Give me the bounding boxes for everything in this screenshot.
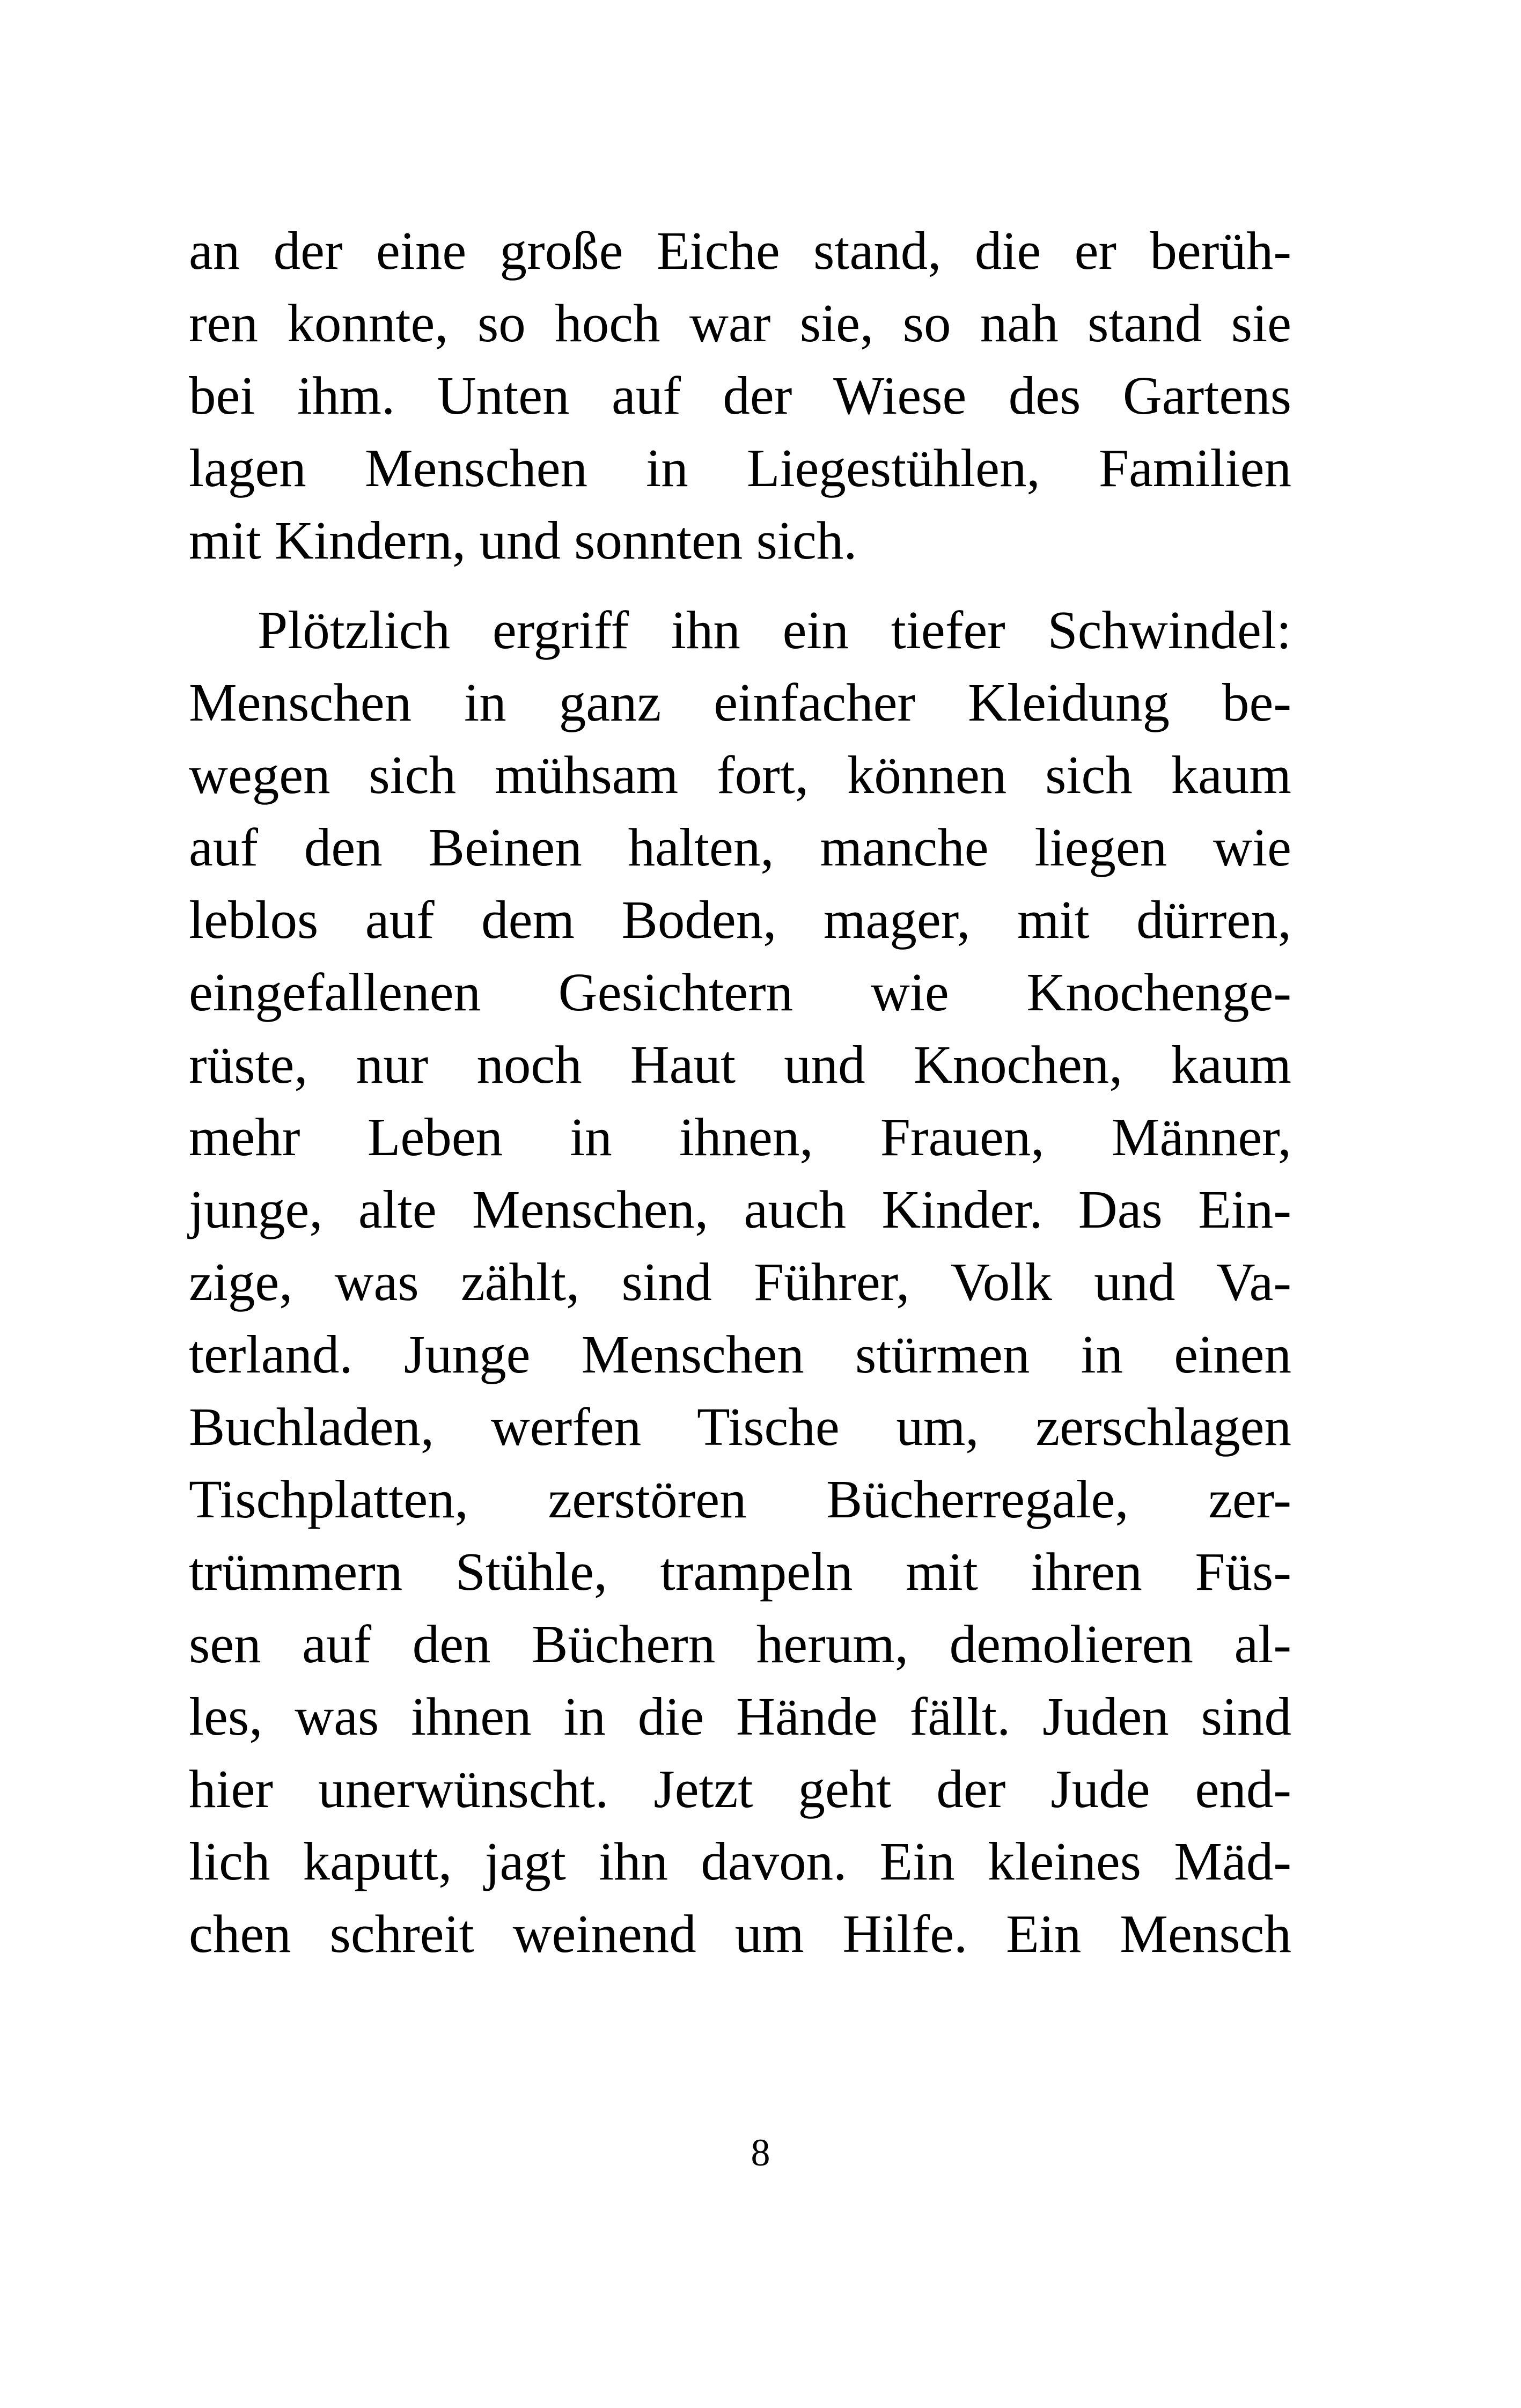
text-line: Buchladen, werfen Tische um, zerschlagen (189, 1397, 1291, 1457)
text-line: terland. Junge Menschen stürmen in einen (189, 1324, 1291, 1384)
text-line: leblos auf dem Boden, mager, mit dürren, (189, 890, 1291, 950)
paragraph-2 (189, 594, 1291, 1970)
text-line: lich kaputt, jagt ihn davon. Ein kleines Mäd- (189, 1831, 1291, 1891)
text-line: rüste, nur noch Haut und Knochen, kaum (189, 1034, 1291, 1095)
text-line: auf den Beinen halten, manche liegen wie (189, 817, 1291, 877)
page-number: 8 (751, 2131, 770, 2174)
text-line: trümmern Stühle, trampeln mit ihren Füs- (189, 1541, 1291, 1602)
text-line: zige, was zählt, sind Führer, Volk und Va- (189, 1252, 1291, 1312)
text-line: sen auf den Büchern herum, demolieren al- (189, 1614, 1291, 1674)
text-line: les, was ihnen in die Hände fällt. Juden sind (189, 1686, 1291, 1746)
text-line: mit Kindern, und sonnten sich. (189, 510, 857, 570)
text-line: ren konnte, so hoch war sie, so nah stand sie (189, 293, 1291, 353)
text-line: eingefallenen Gesichtern wie Knochenge- (189, 962, 1291, 1022)
text-line: hier unerwünscht. Jetzt geht der Jude end- (189, 1759, 1291, 1819)
text-line: Tischplatten, zerstören Bücherregale, zer- (189, 1469, 1291, 1529)
paragraph-1 (189, 215, 1291, 577)
text-line: wegen sich mühsam fort, können sich kaum (189, 745, 1291, 805)
text-line: bei ihm. Unten auf der Wiese des Gartens (189, 365, 1291, 425)
text-line: Menschen in ganz einfacher Kleidung be- (189, 672, 1291, 732)
text-line: lagen Menschen in Liegestühlen, Familien (189, 438, 1291, 498)
body-text (189, 215, 1291, 1970)
text-line: an der eine große Eiche stand, die er berüh- (189, 221, 1291, 281)
text-line: Plötzlich ergriff ihn ein tiefer Schwindel: (258, 600, 1291, 660)
text-line: junge, alte Menschen, auch Kinder. Das Ein- (189, 1179, 1291, 1239)
text-line: chen schreit weinend um Hilfe. Ein Mensch (189, 1904, 1291, 1964)
text-line: mehr Leben in ihnen, Frauen, Männer, (189, 1107, 1291, 1167)
